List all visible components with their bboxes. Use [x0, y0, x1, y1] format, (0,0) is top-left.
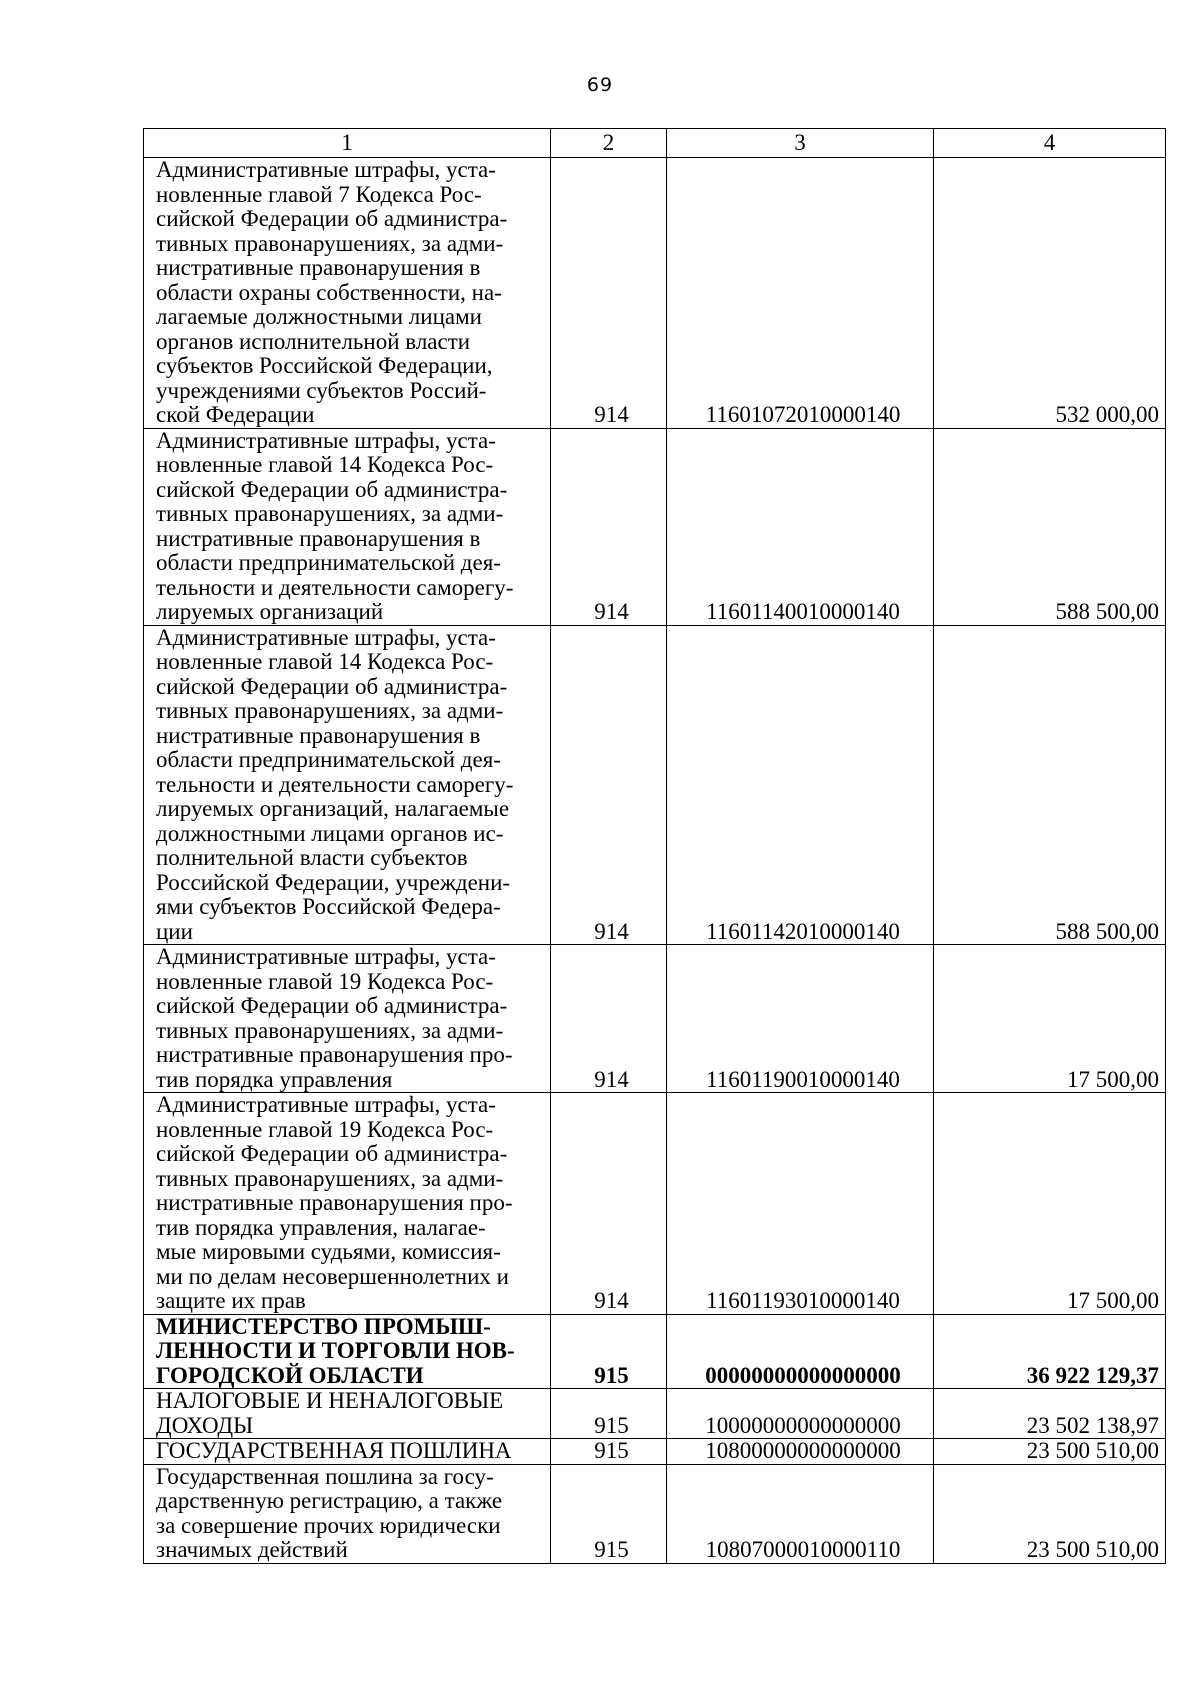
revenue-name-line: ЛЕННОСТИ И ТОРГОВЛИ НОВ-: [156, 1338, 515, 1363]
column-header-kbk: 3: [667, 129, 934, 158]
amount-cell: 588 500,00: [934, 428, 1166, 625]
revenue-name-line: тивных правонарушениях, за адми-: [156, 230, 504, 256]
revenue-name-line: ской Федерации: [156, 402, 315, 427]
revenue-name-line: ции: [156, 918, 193, 944]
revenue-name-line: значимых действий: [156, 1537, 348, 1562]
revenue-name-line: нистративные правонарушения про-: [156, 1190, 513, 1215]
revenue-name-line: за совершение прочих юридически: [156, 1512, 501, 1538]
revenue-name-cell: [144, 1439, 551, 1465]
revenue-name-line: новленные главой 19 Кодекса Рос-: [156, 968, 494, 994]
revenue-name-line: ми по делам несовершеннолетних и: [156, 1263, 509, 1289]
revenue-name-line: тив порядка управления: [156, 1066, 393, 1092]
column-header-code: 2: [551, 129, 667, 158]
budget-class-code-cell: 10800000000000000: [667, 1439, 934, 1465]
revenue-name-cell: [144, 1464, 551, 1563]
amount-cell: 17 500,00: [934, 1093, 1166, 1315]
revenue-name-line: лагаемые должностными лицами: [156, 304, 482, 329]
column-header-amount: 4: [934, 129, 1166, 158]
amount-cell: 588 500,00: [934, 625, 1166, 945]
revenue-name-line: МИНИСТЕРСТВО ПРОМЫШ-: [156, 1313, 491, 1339]
revenue-name-line: Государственная пошлина за госу-: [156, 1463, 494, 1489]
admin-code-cell: 915: [551, 1389, 667, 1439]
revenue-name-line: лируемых организаций, налагаемые: [156, 796, 510, 821]
revenue-name-line: нистративные правонарушения про-: [156, 1042, 513, 1067]
revenue-name-line: тивных правонарушениях, за адми-: [156, 501, 504, 526]
revenue-name-line: новленные главой 7 Кодекса Рос-: [156, 181, 482, 207]
amount-cell: 532 000,00: [934, 158, 1166, 429]
revenue-name-cell: [144, 1093, 551, 1315]
admin-code-cell: 914: [551, 158, 667, 429]
revenue-name-line: новленные главой 19 Кодекса Рос-: [156, 1116, 494, 1142]
revenue-name-line: дарственную регистрацию, а также: [156, 1488, 503, 1513]
admin-code-cell: 915: [551, 1439, 667, 1465]
revenue-name-line: НАЛОГОВЫЕ И НЕНАЛОГОВЫЕ: [156, 1388, 504, 1413]
budget-class-code-cell: 11601190010000140: [667, 945, 934, 1093]
revenue-name-line: тельности и деятельности саморегу-: [156, 771, 514, 797]
revenue-name-line: области предпринимательской дея-: [156, 747, 501, 772]
revenue-name-line: сийской Федерации об администра-: [156, 206, 508, 231]
table-row: [144, 945, 1166, 1093]
revenue-name-line: сийской Федерации об администра-: [156, 673, 508, 699]
table-body: [144, 158, 1166, 1564]
amount-cell: 17 500,00: [934, 945, 1166, 1093]
admin-code-cell: 914: [551, 1093, 667, 1315]
revenue-name-line: Российской Федерации, учреждени-: [156, 869, 511, 895]
revenue-name-line: ГОСУДАРСТВЕННАЯ ПОШЛИНА: [156, 1438, 512, 1463]
amount-cell: 23 502 138,97: [934, 1389, 1166, 1439]
revenue-name-line: ДОХОДЫ: [156, 1412, 254, 1438]
budget-class-code-cell: 11601140010000140: [667, 428, 934, 625]
revenue-name-line: Административные штрафы, уста-: [156, 157, 496, 182]
revenue-name-line: сийской Федерации об администра-: [156, 1141, 508, 1166]
revenue-name-line: тив порядка управления, налагае-: [156, 1214, 486, 1240]
revenue-name-line: Административные штрафы, уста-: [156, 427, 496, 453]
budget-class-code-cell: 11601072010000140: [667, 158, 934, 429]
revenue-name-line: области предпринимательской дея-: [156, 550, 501, 575]
budget-class-code-cell: 10000000000000000: [667, 1389, 934, 1439]
revenue-name-line: новленные главой 14 Кодекса Рос-: [156, 649, 494, 674]
admin-code-cell: 915: [551, 1464, 667, 1563]
revenue-name-line: тивных правонарушениях, за адми-: [156, 1165, 504, 1191]
revenue-name-line: области охраны собственности, на-: [156, 279, 502, 305]
amount-cell: 23 500 510,00: [934, 1439, 1166, 1465]
admin-code-cell: 914: [551, 625, 667, 945]
revenue-name-line: тельности и деятельности саморегу-: [156, 574, 514, 600]
revenue-name-line: тивных правонарушениях, за адми-: [156, 698, 504, 723]
table-row: [144, 158, 1166, 429]
table-row: [144, 1464, 1166, 1563]
budget-class-code-cell: 11601142010000140: [667, 625, 934, 945]
revenue-name-line: нистративные правонарушения в: [156, 525, 481, 551]
revenue-name-line: сийской Федерации об администра-: [156, 476, 508, 502]
table-row: [144, 1093, 1166, 1315]
revenue-name-line: органов исполнительной власти: [156, 328, 471, 354]
budget-class-code-cell: 10807000010000110: [667, 1464, 934, 1563]
revenue-name-line: полнительной власти субъектов: [156, 845, 468, 870]
budget-class-code-cell: 11601193010000140: [667, 1093, 934, 1315]
revenue-name-line: Административные штрафы, уста-: [156, 944, 496, 969]
admin-code-cell: 914: [551, 428, 667, 625]
revenue-name-line: Административные штрафы, уста-: [156, 624, 496, 650]
revenue-name-cell: [144, 1314, 551, 1389]
revenue-name-line: нистративные правонарушения в: [156, 722, 481, 748]
revenue-name-line: лируемых организаций: [156, 599, 384, 624]
revenue-name-line: нистративные правонарушения в: [156, 255, 481, 280]
revenue-name-cell: [144, 945, 551, 1093]
table-row: [144, 1439, 1166, 1465]
table-row: [144, 1389, 1166, 1439]
admin-code-cell: 915: [551, 1314, 667, 1389]
budget-class-code-cell: 00000000000000000: [667, 1314, 934, 1389]
budget-table: [143, 128, 1166, 1564]
revenue-name-cell: [144, 625, 551, 945]
revenue-name-line: субъектов Российской Федерации,: [156, 353, 493, 378]
revenue-name-line: сийской Федерации об администра-: [156, 993, 508, 1018]
table-header-row: [144, 129, 1166, 158]
revenue-name-line: Административные штрафы, уста-: [156, 1092, 496, 1117]
revenue-name-line: ями субъектов Российской Федера-: [156, 894, 501, 919]
table-row: [144, 1314, 1166, 1389]
revenue-name-line: ГОРОДСКОЙ ОБЛАСТИ: [156, 1362, 424, 1388]
revenue-name-line: тивных правонарушениях, за адми-: [156, 1017, 504, 1043]
table-row: [144, 428, 1166, 625]
amount-cell: 23 500 510,00: [934, 1464, 1166, 1563]
page-number: 69: [586, 74, 614, 96]
revenue-name-cell: [144, 1389, 551, 1439]
revenue-name-line: мые мировыми судьями, комиссия-: [156, 1239, 501, 1264]
column-header-name: 1: [144, 129, 551, 158]
amount-cell: 36 922 129,37: [934, 1314, 1166, 1389]
revenue-name-line: защите их прав: [156, 1288, 306, 1313]
revenue-name-cell: [144, 428, 551, 625]
table-row: [144, 625, 1166, 945]
revenue-name-line: новленные главой 14 Кодекса Рос-: [156, 452, 494, 477]
revenue-name-cell: [144, 158, 551, 429]
admin-code-cell: 914: [551, 945, 667, 1093]
revenue-name-line: учреждениями субъектов Россий-: [156, 377, 487, 403]
revenue-name-line: должностными лицами органов ис-: [156, 820, 504, 846]
